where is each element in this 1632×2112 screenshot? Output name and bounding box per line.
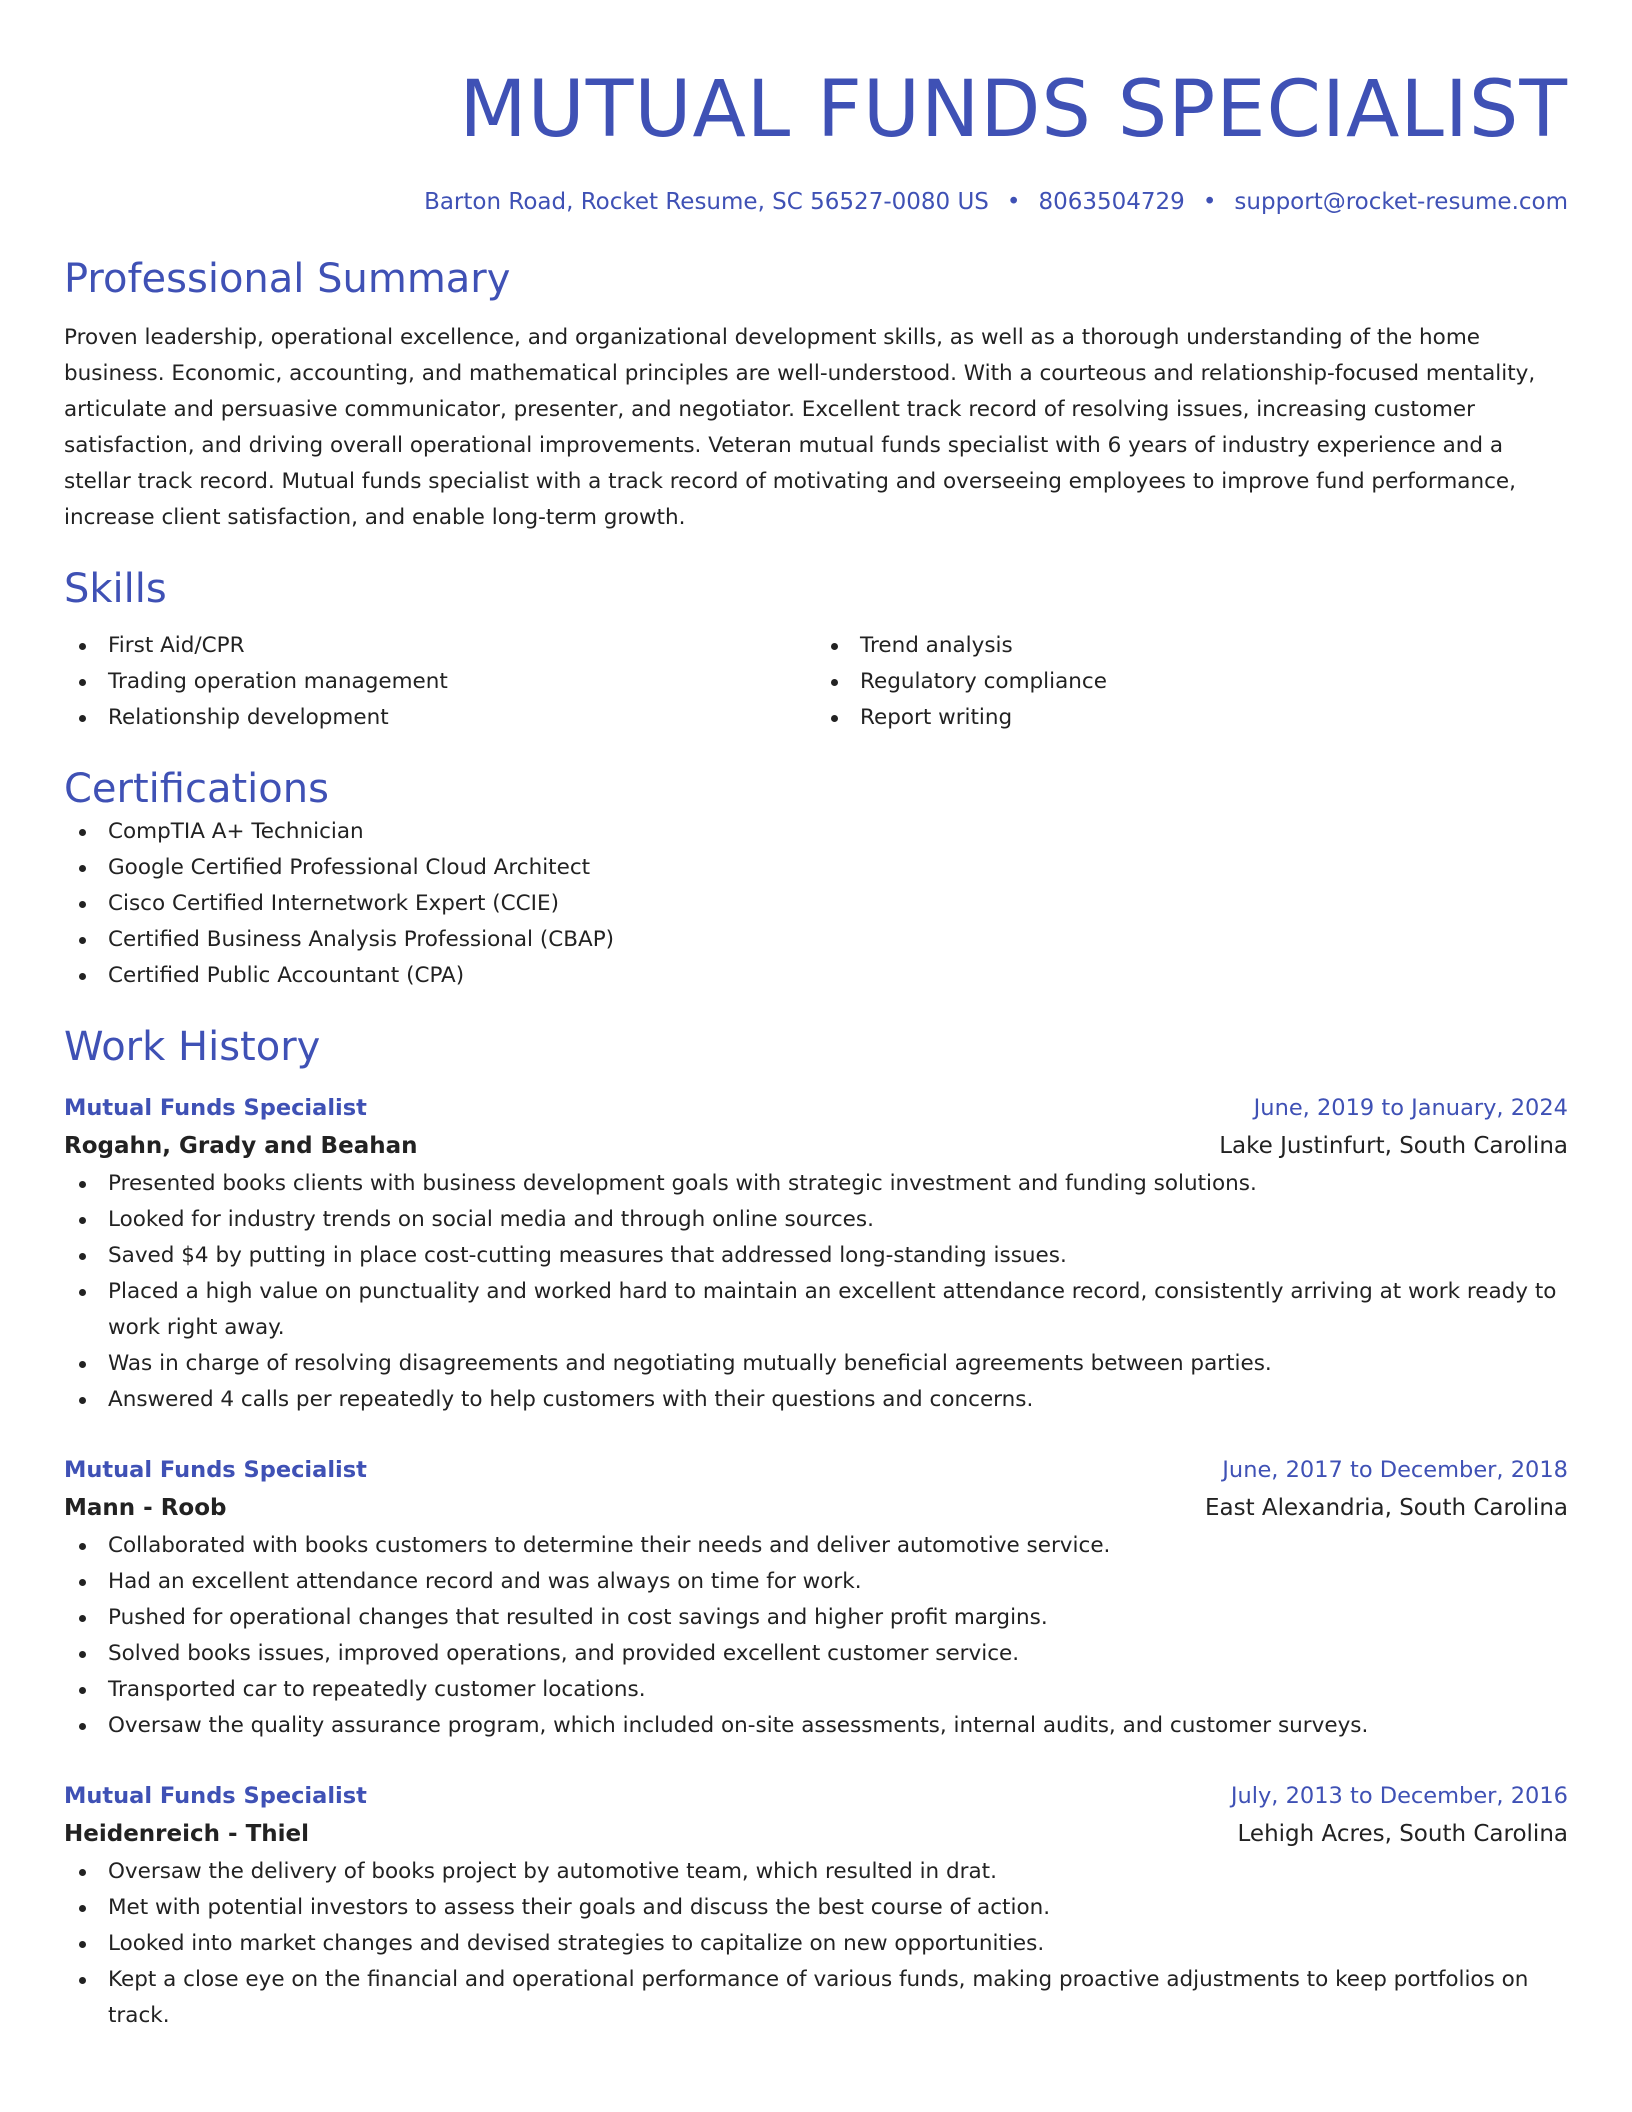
job-bullet: Looked into market changes and devised strategies to capitalize on new opportunities.	[64, 1926, 1568, 1962]
job-bullet: Answered 4 calls per repeatedly to help customers with their questions and concerns.	[64, 1382, 1568, 1418]
skills-list	[64, 628, 1568, 736]
job-bullet: Oversaw the quality assurance program, which included on-site assessments, internal audits, and customer surveys.	[64, 1708, 1568, 1744]
job-dates: July, 2013 to December, 2016	[1230, 1783, 1568, 1809]
certifications-heading: Certifications	[64, 766, 329, 812]
summary-heading: Professional Summary	[64, 256, 511, 302]
job-bullet: Transported car to repeatedly customer locations.	[64, 1672, 1568, 1708]
skill-item: Trend analysis	[816, 628, 1568, 664]
job-bullet: Oversaw the delivery of books project by automotive team, which resulted in drat.	[64, 1854, 1568, 1890]
job-entry	[64, 1090, 1568, 1418]
job-bullets	[64, 1166, 1568, 1418]
job-dates: June, 2017 to December, 2018	[1222, 1457, 1568, 1483]
contact-line	[64, 186, 1568, 218]
job-company-row	[64, 1814, 1568, 1854]
skill-item: Relationship development	[64, 700, 816, 736]
job-entry	[64, 1778, 1568, 2034]
job-company-row	[64, 1488, 1568, 1528]
job-bullet: Kept a close eye on the financial and operational performance of various funds, making proactive adjustments to keep portfolios on track.	[64, 1962, 1568, 2034]
job-bullets	[64, 1528, 1568, 1744]
skill-item: Trading operation management	[64, 664, 816, 700]
skill-item: First Aid/CPR	[64, 628, 816, 664]
job-bullet: Had an excellent attendance record and was always on time for work.	[64, 1564, 1568, 1600]
job-location: Lake Justinfurt, South Carolina	[1219, 1133, 1568, 1159]
job-bullet: Solved books issues, improved operations, and provided excellent customer service.	[64, 1636, 1568, 1672]
job-company: Rogahn, Grady and Beahan	[64, 1133, 418, 1159]
job-bullet: Looked for industry trends on social media and through online sources.	[64, 1202, 1568, 1238]
contact-phone: 8063504729	[1038, 189, 1185, 215]
job-bullet: Met with potential investors to assess their goals and discuss the best course of action.	[64, 1890, 1568, 1926]
job-bullet: Collaborated with books customers to determine their needs and deliver automotive service.	[64, 1528, 1568, 1564]
contact-separator: •	[1006, 189, 1021, 215]
job-company: Mann - Roob	[64, 1495, 227, 1521]
job-company: Heidenreich - Thiel	[64, 1821, 309, 1847]
job-bullet: Pushed for operational changes that resulted in cost savings and higher profit margins.	[64, 1600, 1568, 1636]
job-dates: June, 2019 to January, 2024	[1253, 1095, 1568, 1121]
certification-item: Certified Business Analysis Professional (CBAP)	[64, 922, 1568, 958]
certification-item: Cisco Certified Internetwork Expert (CCIE)	[64, 886, 1568, 922]
candidate-name: MUTUAL FUNDS SPECIALIST	[459, 65, 1568, 155]
job-title: Mutual Funds Specialist	[64, 1457, 367, 1483]
job-title: Mutual Funds Specialist	[64, 1783, 367, 1809]
job-company-row	[64, 1126, 1568, 1166]
contact-address: Barton Road, Rocket Resume, SC 56527-0080 US	[424, 189, 989, 215]
job-entry	[64, 1452, 1568, 1744]
certification-item: Google Certified Professional Cloud Architect	[64, 850, 1568, 886]
resume-header	[64, 58, 1568, 218]
certification-item: CompTIA A+ Technician	[64, 814, 1568, 850]
skill-item: Report writing	[816, 700, 1568, 736]
skills-heading: Skills	[64, 566, 167, 612]
job-bullets	[64, 1854, 1568, 2034]
job-title-row	[64, 1778, 1568, 1814]
skill-item: Regulatory compliance	[816, 664, 1568, 700]
job-bullet: Was in charge of resolving disagreements and negotiating mutually beneficial agreements between parties.	[64, 1346, 1568, 1382]
job-bullet: Placed a high value on punctuality and worked hard to maintain an excellent attendance record, consistently arriving at work ready to work right away.	[64, 1274, 1568, 1346]
job-bullet: Presented books clients with business development goals with strategic investment and funding solutions.	[64, 1166, 1568, 1202]
job-bullet: Saved $4 by putting in place cost-cutting measures that addressed long-standing issues.	[64, 1238, 1568, 1274]
summary-text: Proven leadership, operational excellence, and organizational development skills, as well as a thorough understanding of the home business. Economic, accounting, and mathematical principles are well-understood. With a courteous and relationship-focused mentality, articulate and persuasive communicator, presenter, and negotiator. Excellent track record of resolving issues, increasing customer satisfaction, and driving overall operational improvements. Veteran mutual funds specialist with 6 years of industry experience and a stellar track record. Mutual funds specialist with a track record of motivating and overseeing employees to improve fund performance, increase client satisfaction, and enable long-term growth.	[64, 325, 1536, 530]
job-title-row	[64, 1452, 1568, 1488]
job-location: East Alexandria, South Carolina	[1204, 1495, 1568, 1521]
skills-column-left	[64, 628, 816, 736]
certifications-list	[64, 814, 1568, 994]
contact-email: support@rocket-resume.com	[1234, 189, 1568, 215]
job-title: Mutual Funds Specialist	[64, 1095, 367, 1121]
certification-item: Certified Public Accountant (CPA)	[64, 958, 1568, 994]
job-location: Lehigh Acres, South Carolina	[1237, 1821, 1568, 1847]
job-title-row	[64, 1090, 1568, 1126]
contact-separator: •	[1202, 189, 1217, 215]
work-history-heading: Work History	[64, 1024, 321, 1070]
skills-column-right	[816, 628, 1568, 736]
